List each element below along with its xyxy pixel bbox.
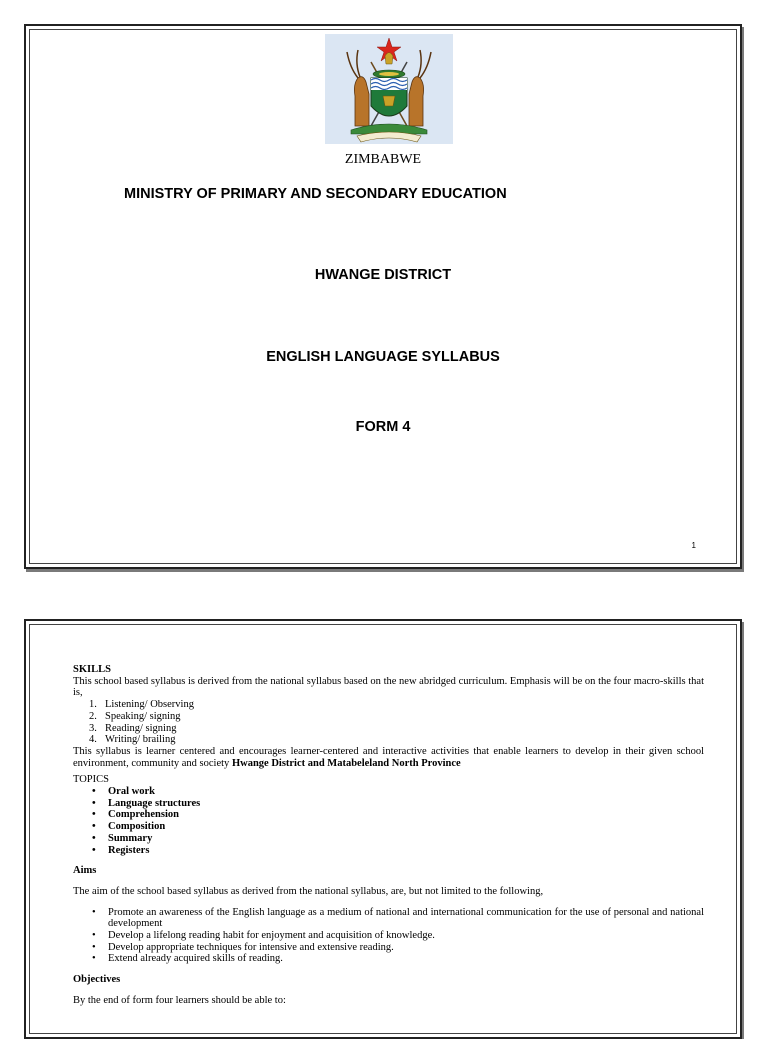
topics-heading: TOPICS [73,774,109,786]
district-heading: HWANGE DISTRICT [314,267,452,283]
list-item: • Language structures [73,798,704,810]
topics-list [73,786,704,856]
learner-centered-text: This syllabus is learner centered and encourages learner-centered and interactive activities that enable learners to develop in their given school environment, community and society Hwange District and Matabeleland North Province [73,745,704,769]
aims-heading: Aims [73,865,97,877]
skills-intro: This school based syllabus is derived from the national syllabus based on the new abridged curriculum. Emphasis will be on the four macro-skills that is, [73,675,704,699]
skills-page [24,619,742,1039]
list-item: • Promote an awareness of the English language as a medium of national and international communication for the use of personal and national development [73,907,704,930]
list-item: • Develop appropriate techniques for intensive and extensive reading. [73,942,704,954]
cover-page [24,24,742,569]
list-item: • Summary [73,833,704,845]
skills-heading: SKILLS [73,664,111,675]
skills-inner-border [29,624,737,1034]
cover-inner-border [29,29,737,564]
list-item: • Oral work [73,786,704,798]
list-item: • Extend already acquired skills of reading. [73,953,704,965]
zimbabwe-coat-of-arms-icon [325,34,453,144]
list-item: • Composition [73,821,704,833]
page-content [73,664,704,1007]
list-item: • Comprehension [73,809,704,821]
list-item: 2. Speaking/ signing [89,710,181,722]
list-item: 3. Reading/ signing [89,722,177,734]
aims-intro: The aim of the school based syllabus as derived from the national syllabus, are, but not limited to the following, [73,885,544,897]
objectives-heading: Objectives [73,974,121,986]
page-number: 1 [691,541,696,550]
form-level: FORM 4 [355,419,411,435]
list-item: 1. Listening/ Observing [89,699,194,711]
aims-list [73,907,704,966]
ministry-heading: MINISTRY OF PRIMARY AND SECONDARY EDUCATION [124,186,507,202]
syllabus-title: ENGLISH LANGUAGE SYLLABUS [266,349,500,365]
skills-list [73,699,704,746]
country-name: ZIMBABWE [344,152,422,167]
list-item: 4. Writing/ brailing [89,734,176,746]
list-item: • Develop a lifelong reading habit for enjoyment and acquisition of knowledge. [73,930,704,942]
objectives-intro: By the end of form four learners should be able to: [73,994,286,1006]
district-province-emphasis: Hwange District and Matabeleland North Province [231,757,461,769]
list-item: • Registers [73,845,704,857]
